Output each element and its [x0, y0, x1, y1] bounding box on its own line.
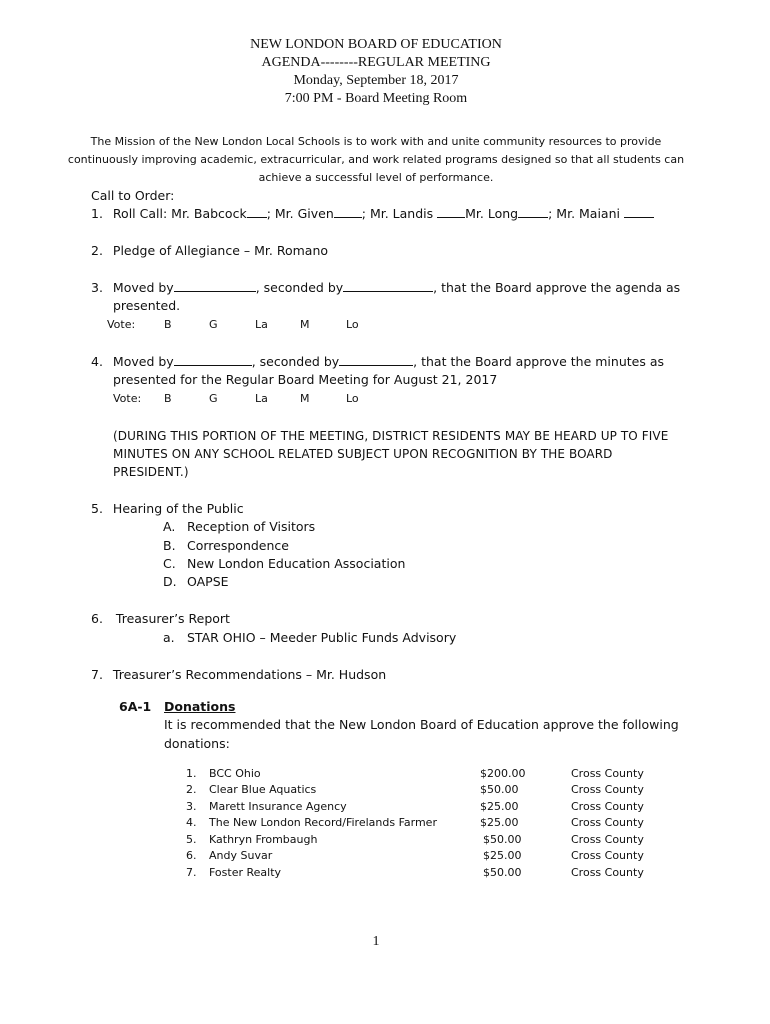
public-notice-line-1: (DURING THIS PORTION OF THE MEETING, DISTRICT RESIDENTS MAY BE HEARD UP TO FIVE — [113, 429, 669, 443]
vote-m: M — [300, 318, 310, 331]
agenda-subtitle: AGENDA--------REGULAR MEETING — [261, 55, 491, 70]
donation-num: 6. — [186, 849, 197, 862]
page-number: 1 — [372, 934, 380, 949]
vote-g: G — [209, 318, 218, 331]
treasurer-recommendations-item — [91, 666, 386, 684]
vote-b: B — [164, 392, 172, 405]
donation-amount: $50.00 — [483, 866, 522, 879]
vote-g: G — [209, 392, 218, 405]
donation-name: Foster Realty — [209, 866, 282, 879]
member-long: Mr. Long — [465, 206, 519, 221]
sub-letter: C. — [163, 556, 176, 571]
sub-text: Correspondence — [187, 538, 289, 553]
blank-line — [518, 205, 548, 218]
agenda-approval-item — [91, 279, 680, 297]
item-number: 7. — [91, 667, 103, 682]
donation-destination: Cross County — [571, 866, 644, 879]
donation-num: 2. — [186, 783, 197, 796]
item-number: 1. — [91, 206, 103, 221]
donation-destination: Cross County — [571, 849, 644, 862]
pledge-text: Pledge of Allegiance – Mr. Romano — [112, 243, 329, 258]
donations-description-cont: donations: — [164, 736, 230, 751]
blank-line — [343, 279, 433, 292]
donation-amount: $25.00 — [483, 849, 522, 862]
recommendations-text: Treasurer’s Recommendations – Mr. Hudson — [112, 667, 387, 682]
public-notice-line-3: PRESIDENT.) — [113, 465, 189, 479]
motion-continuation: presented for the Regular Board Meeting for August 21, 2017 — [113, 372, 498, 387]
donation-amount: $200.00 — [480, 767, 526, 780]
sub-text: OAPSE — [187, 574, 229, 589]
minutes-approval-item — [91, 353, 664, 371]
donation-name: BCC Ohio — [209, 767, 261, 780]
member-maiani: ; Mr. Maiani — [548, 206, 624, 221]
donation-name: Andy Suvar — [209, 849, 273, 862]
donation-amount: $50.00 — [483, 833, 522, 846]
board-title: NEW LONDON BOARD OF EDUCATION — [250, 37, 502, 52]
sub-letter: A. — [163, 519, 176, 534]
member-given: ; Mr. Given — [266, 206, 334, 221]
sub-letter: a. — [163, 630, 175, 645]
seconded-by-label: , seconded by — [251, 354, 340, 369]
donation-destination: Cross County — [571, 800, 644, 813]
donation-num: 7. — [186, 866, 197, 879]
donation-amount: $25.00 — [480, 800, 519, 813]
donation-amount: $50.00 — [480, 783, 519, 796]
motion-text: , that the Board approve the minutes as — [413, 354, 664, 369]
blank-line — [174, 353, 252, 366]
motion-text: , that the Board approve the agenda as — [433, 280, 681, 295]
seconded-by-label: , seconded by — [255, 280, 344, 295]
vote-label: Vote: — [107, 318, 136, 331]
vote-la: La — [255, 318, 268, 331]
donation-name: Kathryn Frombaugh — [209, 833, 318, 846]
donation-destination: Cross County — [571, 816, 644, 829]
sub-item — [163, 518, 315, 536]
donation-amount: $25.00 — [480, 816, 519, 829]
item-number: 3. — [91, 280, 103, 295]
blank-line — [174, 279, 256, 292]
donation-num: 1. — [186, 767, 197, 780]
sub-letter: B. — [163, 538, 176, 553]
vote-la: La — [255, 392, 268, 405]
donation-name: Marett Insurance Agency — [209, 800, 347, 813]
blank-line — [334, 205, 362, 218]
vote-m: M — [300, 392, 310, 405]
treasurer-report-item — [91, 610, 230, 628]
vote-label: Vote: — [113, 392, 142, 405]
blank-line — [624, 205, 654, 218]
donation-name: Clear Blue Aquatics — [209, 783, 317, 796]
vote-lo: Lo — [346, 392, 359, 405]
treasurer-report-title: Treasurer’s Report — [115, 611, 230, 626]
hearing-of-public-item — [91, 500, 244, 518]
sub-item — [163, 555, 405, 573]
donation-destination: Cross County — [571, 783, 644, 796]
donations-description: It is recommended that the New London Board of Education approve the following — [164, 717, 679, 732]
public-notice-line-2: MINUTES ON ANY SCHOOL RELATED SUBJECT UPON RECOGNITION BY THE BOARD — [113, 447, 613, 461]
item-number: 4. — [91, 354, 103, 369]
donation-name: The New London Record/Firelands Farmer — [209, 816, 437, 829]
blank-line — [437, 205, 465, 218]
call-to-order-label: Call to Order: — [91, 188, 175, 203]
moved-by-label: Moved by — [112, 354, 174, 369]
moved-by-label: Moved by — [112, 280, 174, 295]
pledge-item — [91, 242, 328, 260]
recommendation-code: 6A-1 — [119, 699, 152, 714]
vote-lo: Lo — [346, 318, 359, 331]
blank-line — [247, 205, 267, 218]
motion-continuation: presented. — [113, 298, 181, 313]
donation-num: 4. — [186, 816, 197, 829]
roll-call-item — [91, 205, 654, 223]
item-number: 5. — [91, 501, 103, 516]
hearing-title: Hearing of the Public — [112, 501, 244, 516]
donation-destination: Cross County — [571, 833, 644, 846]
donation-num: 3. — [186, 800, 197, 813]
sub-item — [163, 573, 229, 591]
mission-statement: The Mission of the New London Local Schools is to work with and unite community resources to provide continuously improving academic, extracurricular, and work related programs designed so that all students can achieve a successful level of performance. — [67, 135, 685, 184]
blank-line — [339, 353, 413, 366]
sub-text: New London Education Association — [187, 556, 406, 571]
donation-num: 5. — [186, 833, 197, 846]
sub-text: Reception of Visitors — [187, 519, 316, 534]
member-landis: ; Mr. Landis — [361, 206, 438, 221]
meeting-time-location: 7:00 PM - Board Meeting Room — [284, 91, 468, 106]
donation-destination: Cross County — [571, 767, 644, 780]
donations-heading: Donations — [164, 699, 236, 714]
vote-b: B — [164, 318, 172, 331]
item-number: 6. — [91, 611, 103, 626]
item-number: 2. — [91, 243, 103, 258]
meeting-date: Monday, September 18, 2017 — [293, 73, 459, 88]
sub-letter: D. — [163, 574, 177, 589]
sub-item — [163, 537, 289, 555]
roll-call-label: Roll Call: — [112, 206, 168, 221]
member-babcock: Mr. Babcock — [171, 206, 247, 221]
sub-item — [163, 629, 456, 647]
sub-text: STAR OHIO – Meeder Public Funds Advisory — [187, 630, 457, 645]
